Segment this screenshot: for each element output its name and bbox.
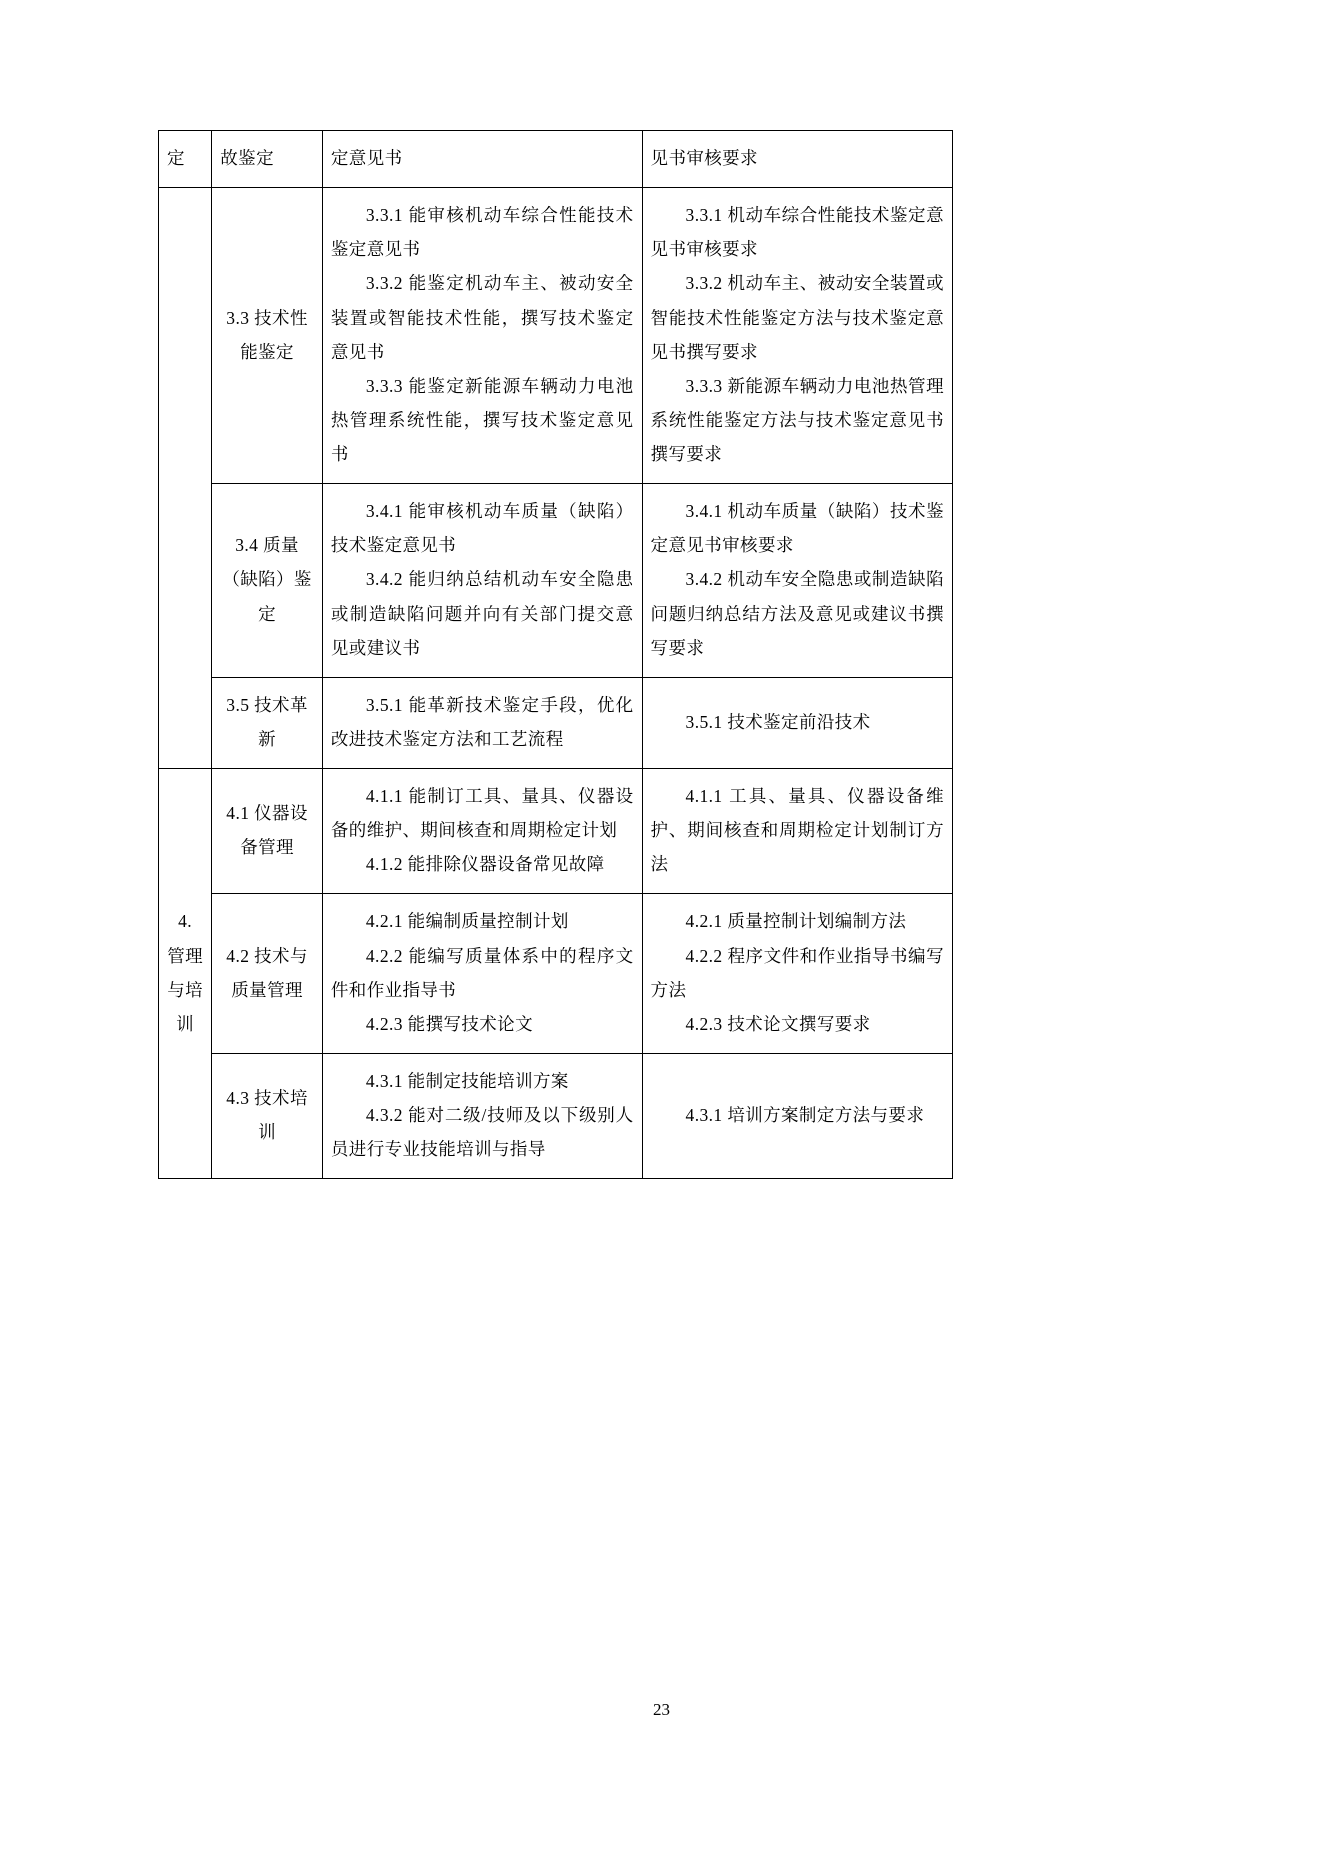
skill-item: 3.5.1 能革新技术鉴定手段，优化改进技术鉴定方法和工艺流程 — [330, 694, 634, 749]
skill-item: 4.3.1 能制定技能培训方案 — [365, 1070, 569, 1091]
header-cell-knowledge-requirements: 见书审核要求 — [642, 131, 952, 188]
row-subcategory-3-4: 3.4 质量（缺陷）鉴定 — [212, 484, 323, 678]
skill-item: 4.2.3 能撰写技术论文 — [365, 1013, 533, 1034]
row-skills-4-1 — [322, 769, 642, 894]
skill-item: 4.2.1 能编制质量控制计划 — [365, 911, 569, 932]
skill-item: 4.3.2 能对二级/技师及以下级别人员进行专业技能培训与指导 — [330, 1105, 634, 1160]
row-category-4: 4. 管理与培训 — [159, 769, 212, 1179]
skill-item: 3.4.2 能归纳总结机动车安全隐患或制造缺陷问题并向有关部门提交意见或建议书 — [330, 569, 634, 658]
table-row — [159, 894, 953, 1054]
row-skills-3-4 — [322, 484, 642, 678]
header-cell-category: 定 — [159, 131, 212, 188]
skill-item: 3.3.1 能审核机动车综合性能技术鉴定意见书 — [330, 205, 634, 260]
table-row — [159, 131, 953, 188]
row-subcategory-4-2: 4.2 技术与质量管理 — [212, 894, 323, 1054]
table-row — [159, 1053, 953, 1178]
row-skills-4-3 — [322, 1053, 642, 1178]
knowledge-item: 3.5.1 技术鉴定前沿技术 — [685, 711, 871, 732]
row-knowledge-4-2 — [642, 894, 952, 1054]
table-row — [159, 484, 953, 678]
row-knowledge-3-3 — [642, 188, 952, 484]
row-knowledge-4-3 — [642, 1053, 952, 1178]
knowledge-item: 3.4.1 机动车质量（缺陷）技术鉴定意见书审核要求 — [650, 501, 944, 556]
table-row — [159, 188, 953, 484]
knowledge-item: 4.1.1 工具、量具、仪器设备维护、期间核查和周期检定计划制订方法 — [650, 786, 944, 875]
row-skills-3-3 — [322, 188, 642, 484]
row-knowledge-3-5 — [642, 677, 952, 768]
row-knowledge-4-1 — [642, 769, 952, 894]
row-subcategory-3-3: 3.3 技术性能鉴定 — [212, 188, 323, 484]
skill-item: 3.3.2 能鉴定机动车主、被动安全装置或智能技术性能，撰写技术鉴定意见书 — [330, 273, 634, 362]
row-category-empty-3 — [159, 188, 212, 769]
skill-item: 3.3.3 能鉴定新能源车辆动力电池热管理系统性能，撰写技术鉴定意见书 — [330, 375, 634, 464]
knowledge-item: 3.4.2 机动车安全隐患或制造缺陷问题归纳总结方法及意见或建议书撰写要求 — [650, 569, 944, 658]
table-row — [159, 677, 953, 768]
knowledge-item: 4.2.2 程序文件和作业指导书编写方法 — [650, 945, 944, 1000]
knowledge-item: 4.2.3 技术论文撰写要求 — [685, 1013, 871, 1034]
row-subcategory-4-3: 4.3 技术培训 — [212, 1053, 323, 1178]
table-row — [159, 769, 953, 894]
knowledge-item: 3.3.2 机动车主、被动安全装置或智能技术性能鉴定方法与技术鉴定意见书撰写要求 — [650, 273, 944, 362]
knowledge-item: 4.2.1 质量控制计划编制方法 — [685, 911, 907, 932]
skill-item: 4.1.2 能排除仪器设备常见故障 — [365, 854, 605, 875]
occupational-skill-table — [158, 130, 953, 1179]
row-subcategory-3-5: 3.5 技术革新 — [212, 677, 323, 768]
row-skills-4-2 — [322, 894, 642, 1054]
header-cell-subcategory: 故鉴定 — [212, 131, 323, 188]
row-knowledge-3-4 — [642, 484, 952, 678]
row-skills-3-5 — [322, 677, 642, 768]
knowledge-item: 3.3.1 机动车综合性能技术鉴定意见书审核要求 — [650, 205, 944, 260]
header-cell-skill-requirements: 定意见书 — [322, 131, 642, 188]
knowledge-item: 3.3.3 新能源车辆动力电池热管理系统性能鉴定方法与技术鉴定意见书撰写要求 — [650, 375, 944, 464]
row-subcategory-4-1: 4.1 仪器设备管理 — [212, 769, 323, 894]
page-number: 23 — [653, 1700, 670, 1719]
skill-item: 4.1.1 能制订工具、量具、仪器设备的维护、期间核查和周期检定计划 — [330, 786, 634, 841]
knowledge-item: 4.3.1 培训方案制定方法与要求 — [685, 1105, 925, 1125]
skill-item: 3.4.1 能审核机动车质量（缺陷）技术鉴定意见书 — [330, 501, 634, 556]
skill-item: 4.2.2 能编写质量体系中的程序文件和作业指导书 — [330, 945, 634, 1000]
